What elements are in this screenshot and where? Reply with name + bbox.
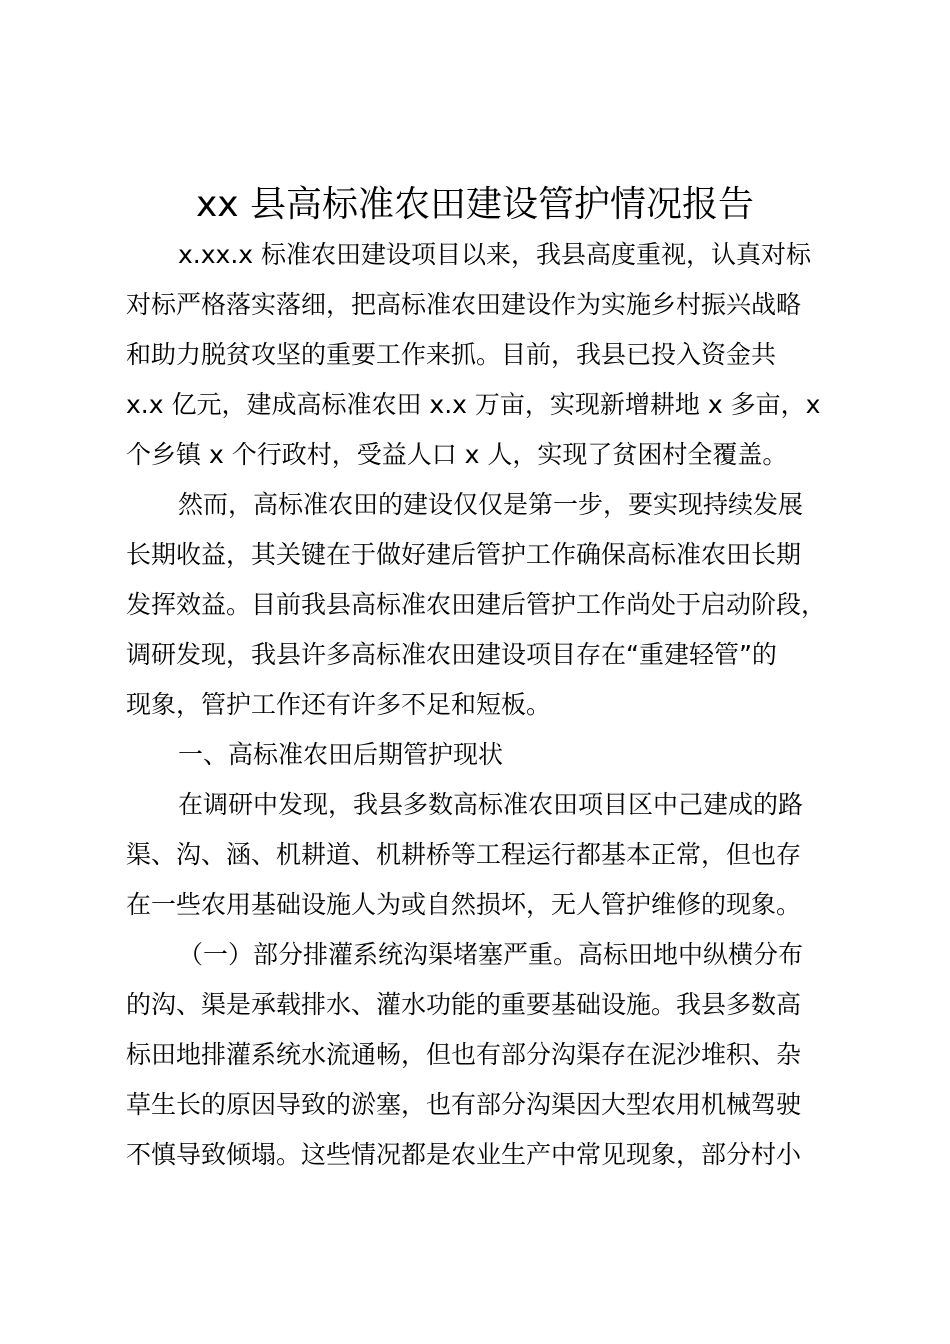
document-title: xx 县高标准农田建设管护情况报告	[195, 184, 755, 225]
section-heading	[126, 730, 866, 780]
text-line: 然而，高标准农田的建设仅仅是第一步，要实现持续发展	[178, 490, 804, 519]
text-line: 标田地排灌系统水流通畅，但也有部分沟渠存在泥沙堆积、杂	[126, 1040, 802, 1069]
text-line: x.xx.x 标准农田建设项目以来，我县高度重视，认真对标	[178, 240, 812, 269]
text-line: 不慎导致倾塌。这些情况都是农业生产中常见现象，部分村小	[126, 1140, 802, 1169]
text-line: 发挥效益。目前我县高标准农田建后管护工作尚处于启动阶段，	[126, 590, 827, 619]
paragraph-findings	[126, 780, 866, 930]
text-line: 的沟、渠是承载排水、灌水功能的重要基础设施。我县多数高	[126, 990, 802, 1019]
text-line: 草生长的原因导致的淤塞，也有部分沟渠因大型农用机械驾驶	[126, 1090, 802, 1119]
text-line: 现象，管护工作还有许多不足和短板。	[126, 690, 552, 719]
text-line: 调研发现，我县许多高标准农田建设项目存在“重建轻管”的	[126, 640, 777, 669]
text-line: x.x 亿元，建成高标准农田 x.x 万亩，实现新增耕地 x 多亩，x	[126, 390, 821, 419]
document-body	[126, 230, 866, 1180]
text-line: 对标严格落实落细，把高标准农田建设作为实施乡村振兴战略	[126, 290, 802, 319]
text-line: 和助力脱贫攻坚的重要工作来抓。目前，我县已投入资金共	[126, 340, 777, 369]
text-line: 在调研中发现，我县多数高标准农田项目区中己建成的路	[178, 790, 804, 819]
text-line: 在一些农用基础设施人为或自然损坏，无人管护维修的现象。	[126, 890, 802, 919]
text-line: 个乡镇 x 个行政村，受益人口 x 人，实现了贫困村全覆盖。	[126, 440, 788, 469]
text-line: 长期收益，其关键在于做好建后管护工作确保高标准农田长期	[126, 540, 802, 569]
paragraph-subsection-one	[126, 930, 866, 1180]
text-line: 渠、沟、涵、机耕道、机耕桥等工程运行都基本正常，但也存	[126, 840, 802, 869]
text-line: （一）部分排灌系统沟渠堵塞严重。高标田地中纵横分布	[178, 940, 804, 969]
paragraph-intro	[126, 230, 866, 480]
heading-line: 一、高标准农田后期管护现状	[178, 740, 504, 769]
paragraph-problem	[126, 480, 866, 730]
